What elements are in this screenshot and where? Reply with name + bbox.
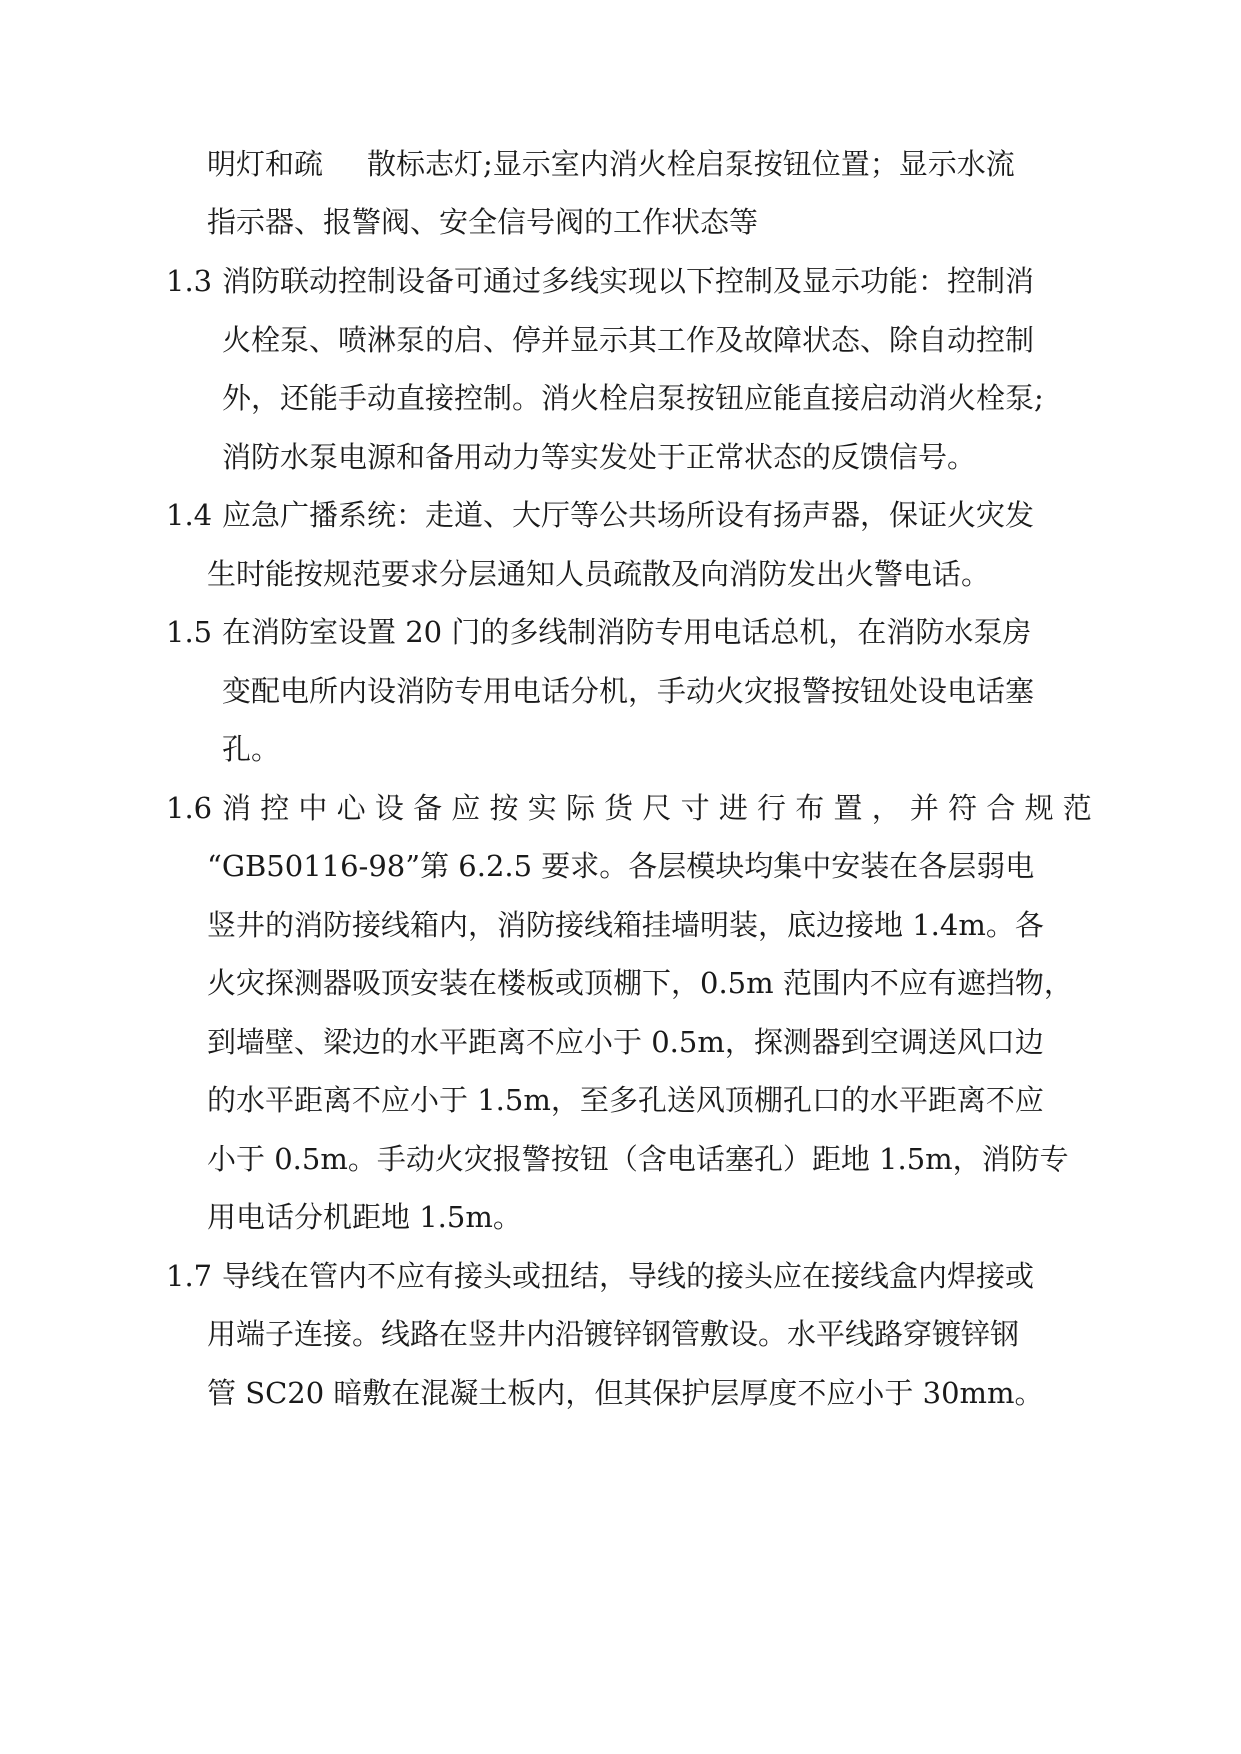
text-line: 消防水泵电源和备用动力等实发处于正常状态的反馈信号。 [222,440,977,474]
item-1-5-heading [166,612,1031,652]
text-line: 指示器、报警阀、安全信号阀的工作状态等 [207,205,759,239]
text-line [207,144,1015,184]
text-line: 管 SC20 暗敷在混凝土板内，但其保护层厚度不应小于 30mm。 [207,1376,1044,1410]
text-line: 用电话分机距地 1.5m。 [207,1200,522,1234]
text-line: 小于 0.5m。手动火灾报警按钮（含电话塞孔）距地 1.5m，消防专 [207,1142,1069,1176]
item-text: 导线在管内不应有接头或扭结，导线的接头应在接线盒内焊接或 [222,1259,1035,1293]
item-text: 在消防室设置 20 门的多线制消防专用电话总机，在消防水泵房 [222,615,1032,649]
item-1-4-heading [166,495,1034,535]
item-number: 1.4 [166,498,213,532]
item-number: 1.5 [166,615,213,649]
item-1-6-heading [166,788,1092,828]
text-segment: 明灯和疏 [207,147,324,181]
item-number: 1.6 [166,791,213,825]
item-text: 消防联动控制设备可通过多线实现以下控制及显示功能：控制消 [222,264,1035,298]
text-line: 的水平距离不应小于 1.5m，至多孔送风顶棚孔口的水平距离不应 [207,1083,1044,1117]
item-1-7-heading [166,1256,1034,1296]
item-number: 1.3 [166,264,213,298]
item-text: 应急广播系统：走道、大厅等公共场所设有扬声器，保证火灾发 [222,498,1035,532]
text-line: 用端子连接。线路在竖井内沿镀锌钢管敷设。水平线路穿镀锌钢 [207,1317,1020,1351]
text-line: 孔。 [222,732,281,766]
text-line: 外，还能手动直接控制。消火栓启泵按钮应能直接启动消火栓泵; [222,381,1044,415]
item-number: 1.7 [166,1259,213,1293]
text-line: 生时能按规范要求分层通知人员疏散及向消防发出火警电话。 [207,557,991,591]
text-line: 火灾探测器吸顶安装在楼板或顶棚下，0.5m 范围内不应有遮挡物， [207,966,1073,1000]
text-line: 火栓泵、喷淋泵的启、停并显示其工作及故障状态、除自动控制 [222,323,1035,357]
item-1-3-heading [166,261,1034,301]
text-line: 竖井的消防接线箱内，消防接线箱挂墙明装，底边接地 1.4m。各 [207,908,1044,942]
text-line: 到墙壁、梁边的水平距离不应小于 0.5m，探测器到空调送风口边 [207,1025,1044,1059]
item-text: 消 控 中 心 设 备 应 按 实 际 货 尺 寸 进 行 布 置 ， 并 符 合 规 范 [222,791,1092,825]
text-line: 变配电所内设消防专用电话分机，手动火灾报警按钮处设电话塞 [222,674,1035,708]
text-line: “GB50116-98”第 6.2.5 要求。各层模块均集中安装在各层弱电 [207,849,1035,883]
text-segment: 散标志灯;显示室内消火栓启泵按钮位置；显示水流 [367,147,1015,181]
